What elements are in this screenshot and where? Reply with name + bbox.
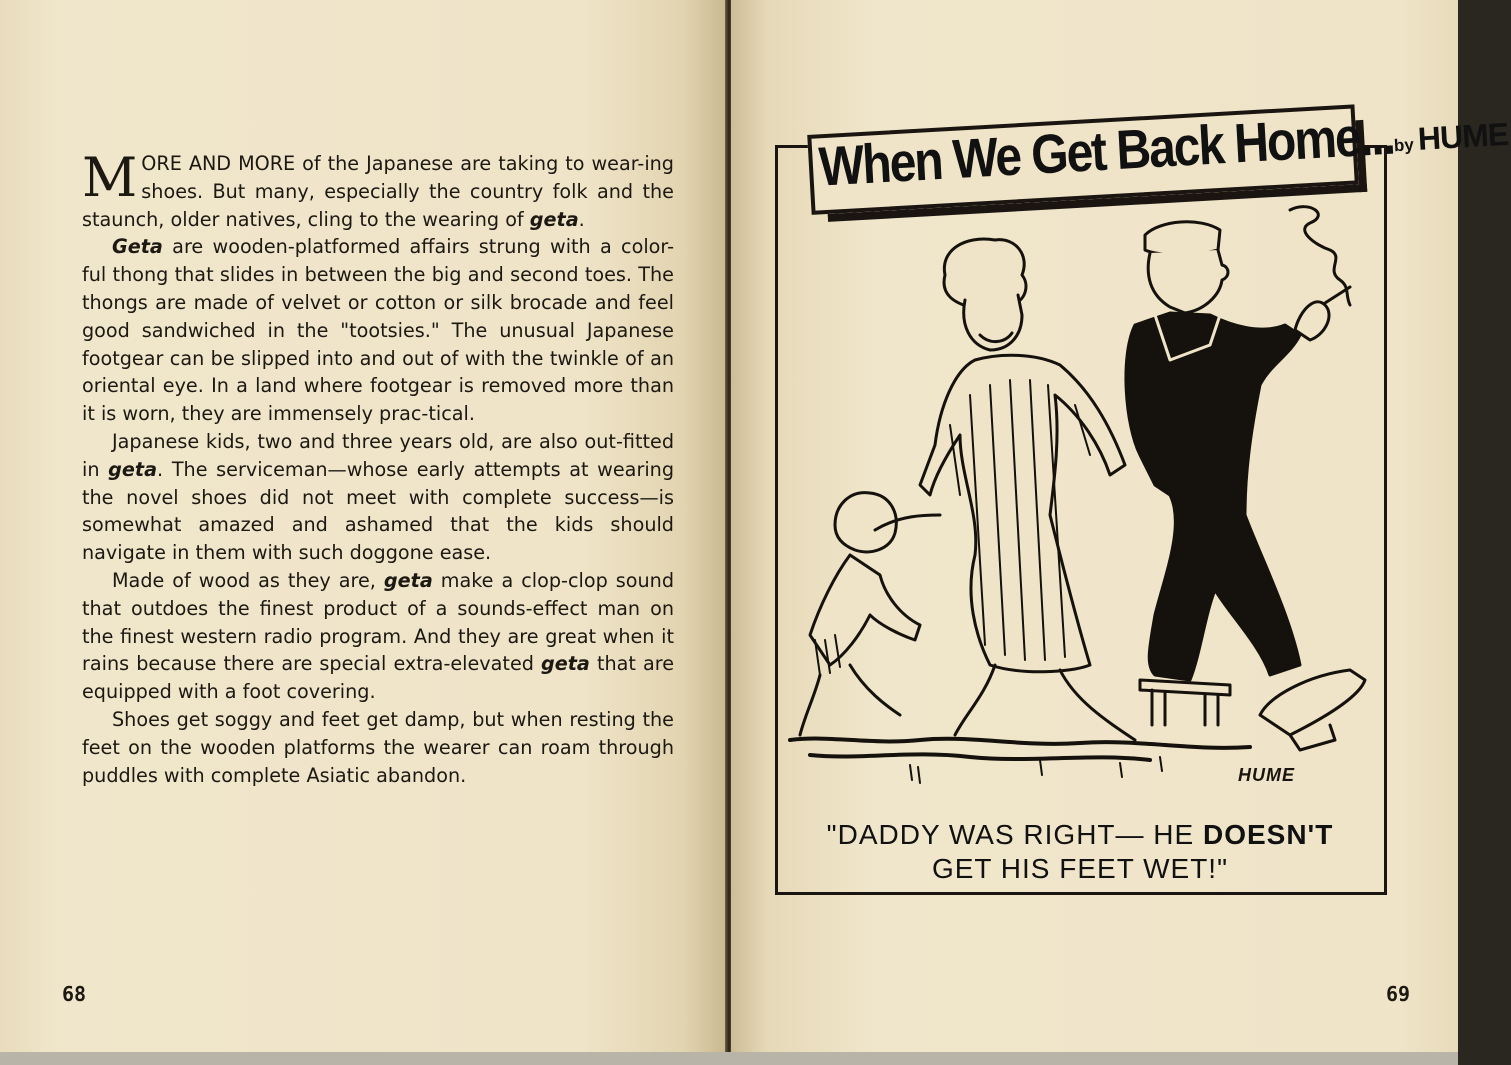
emphasis-word: geta [383,568,433,592]
page-bottom-edge [0,1052,1458,1065]
smoke-swirl [1290,207,1350,305]
paragraph-1 [82,146,674,233]
caption-bold: DOESN'T [1202,819,1334,850]
paragraph-4 [82,567,674,706]
cartoon-illustration [790,195,1370,795]
sailor-geta-right [1260,670,1365,735]
caption-line-2: GET HIS FEET WET!" [931,853,1229,884]
paragraph-text: . The serviceman—whose early attempts at wearing the novel shoes did not meet with complete success—is somewhat amazed and ashamed that the kids should navigate in them with such doggone ease. [82,457,674,565]
paragraph-2 [82,233,674,428]
emphasis-word: geta [529,207,579,231]
paragraph-text: Japanese kids, two and three years old, are also out-fitted in [82,429,674,481]
puddle [790,739,1250,760]
woman-legs [955,665,1135,740]
drop-cap: M [82,146,138,209]
paragraph-text: . [578,207,585,231]
sailor-hat [1145,222,1220,255]
body-text [82,146,674,789]
sailor-head [1148,250,1228,313]
paragraph-text: ORE AND MORE of the Japanese are taking to wear-ing shoes. But many, especially the country folk and the staunch, older natives, cling to the wearing of [82,152,674,231]
paragraph-3 [82,428,674,567]
sailor-hand [1295,302,1329,340]
paragraph-5: Shoes get soggy and feet get damp, but when resting the feet on the wooden platforms the wearer can roam through puddles with complete Asiatic abandon. [82,707,674,787]
child-legs [800,665,900,735]
paragraph-text: make a clop-clop sound that outdoes the finest product of a sounds-effect man on the finest western radio program. And they are great when it rains because there are special extra-elevated [82,568,674,676]
title-author: HUME [1416,115,1510,157]
caption-text: "DADDY WAS RIGHT— HE [826,819,1203,850]
emphasis-word: geta [108,457,158,481]
page-number-left: 68 [62,982,87,1006]
title-by: by [1393,135,1415,156]
page-number-right: 69 [1386,982,1411,1006]
title-main: When We Get Back Home... [817,105,1396,199]
paragraph-text: are wooden-platformed affairs strung with a color-ful thong that slides in between the big and second toes. The thongs are made of velvet or cotton or silk brocade and feel good sandwiched in the "tootsies." The unusual Japanese footgear can be slipped into and out of with the twinkle of an oriental eye. In a land where footgear is removed more than it is worn, they are immensely prac-tical. [82,235,674,426]
sailor-body [1126,313,1300,680]
emphasis-word: geta [541,652,590,676]
cartoon-caption [800,818,1360,886]
caption-line-1 [800,818,1360,852]
left-page [0,0,727,1055]
emphasis-word: Geta [112,235,163,259]
artist-signature: HUME [1238,765,1295,785]
paragraph-text: that are equipped with a foot covering. [82,652,674,704]
paragraph-text: Made of wood as they are, [112,568,384,592]
